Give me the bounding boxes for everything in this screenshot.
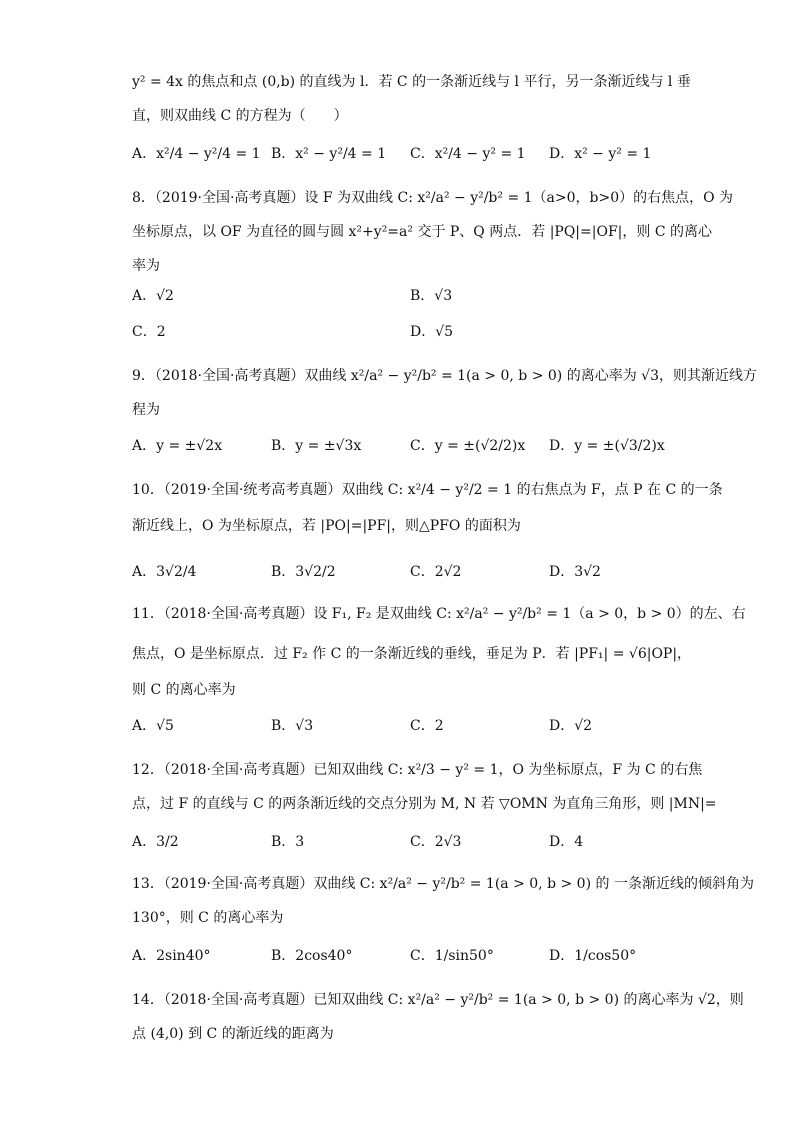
q11-option-c: C．2 (410, 718, 444, 734)
q7-option-b: B．x² − y²/4 = 1 (271, 146, 387, 162)
q12-option-c: C．2√3 (410, 834, 462, 850)
q11-option-b: B．√3 (271, 718, 314, 734)
q12-stem-line-2: 点，过 F 的直线与 C 的两条渐近线的交点分别为 M, N 若 ▽OMN 为直角三角形，则 |MN|= (132, 796, 717, 812)
q7-option-c: C．x²/4 − y² = 1 (410, 146, 526, 162)
q8-option-a: A．√2 (132, 288, 174, 304)
q11-option-d: D．√2 (549, 718, 593, 734)
q7-stem-line-2: 直，则双曲线 C 的方程为（ ） (132, 108, 348, 124)
q13-option-b: B．2cos40° (271, 948, 353, 964)
q11-stem-line-3: 则 C 的离心率为 (132, 682, 236, 698)
q11-option-a: A．√5 (132, 718, 174, 734)
q8-stem-line-2: 坐标原点，以 OF 为直径的圆与圆 x²+y²=a² 交于 P、Q 两点．若 |PQ|=|OF|，则 C 的离心 (132, 224, 712, 240)
q10-option-a: A．3√2/4 (132, 564, 197, 580)
q14-stem-line-1: 14．（2018·全国·高考真题）已知双曲线 C: x²/a² − y²/b² = 1(a > 0, b > 0) 的离心率为 √2，则 (132, 992, 744, 1008)
q11-stem-line-1: 11．（2018·全国·高考真题）设 F₁, F₂ 是双曲线 C: x²/a² − y²/b² = 1（a > 0，b > 0）的左、右 (132, 606, 746, 622)
q12-option-d: D．4 (549, 834, 584, 850)
q10-stem-line-2: 渐近线上，O 为坐标原点，若 |PO|=|PF|，则△PFO 的面积为 (132, 518, 521, 534)
q7-option-a: A．x²/4 − y²/4 = 1 (132, 146, 261, 162)
q12-option-a: A．3/2 (132, 834, 179, 850)
q14-stem-line-2: 点 (4,0) 到 C 的渐近线的距离为 (132, 1026, 334, 1042)
q10-option-d: D．3√2 (549, 564, 601, 580)
q9-stem-line-2: 程为 (132, 402, 160, 418)
q10-option-c: C．2√2 (410, 564, 462, 580)
q11-stem-line-2: 焦点，O 是坐标原点．过 F₂ 作 C 的一条渐近线的垂线，垂足为 P．若 |PF₁| = √6|OP|， (132, 646, 692, 662)
q13-option-d: D．1/cos50° (549, 948, 637, 964)
q8-option-c: C．2 (132, 324, 166, 340)
q13-stem-line-1: 13．（2019·全国·高考真题）双曲线 C: x²/a² − y²/b² = 1(a > 0, b > 0) 的 一条渐近线的倾斜角为 (132, 876, 754, 892)
q13-option-a: A．2sin40° (132, 948, 211, 964)
q8-stem-line-3: 率为 (132, 258, 160, 274)
q9-option-d: D．y = ±(√3/2)x (549, 438, 665, 454)
q9-option-c: C．y = ±(√2/2)x (410, 438, 526, 454)
q13-stem-line-2: 130°，则 C 的离心率为 (132, 910, 284, 926)
q8-option-b: B．√3 (410, 288, 453, 304)
q7-stem-line-1: y² = 4x 的焦点和点 (0,b) 的直线为 l．若 C 的一条渐近线与 l 平行，另一条渐近线与 l 垂 (132, 74, 691, 90)
q10-stem-line-1: 10．（2019·全国·统考高考真题）双曲线 C: x²/4 − y²/2 = 1 的右焦点为 F，点 P 在 C 的一条 (132, 482, 723, 498)
q13-option-c: C．1/sin50° (410, 948, 494, 964)
q9-option-b: B．y = ±√3x (271, 438, 362, 454)
q7-option-d: D．x² − y² = 1 (549, 146, 652, 162)
q12-option-b: B．3 (271, 834, 305, 850)
q9-stem-line-1: 9．（2018·全国·高考真题）双曲线 x²/a² − y²/b² = 1(a > 0, b > 0) 的离心率为 √3，则其渐近线方 (132, 368, 757, 384)
q12-stem-line-1: 12．（2018·全国·高考真题）已知双曲线 C: x²/3 − y² = 1，O 为坐标原点，F 为 C 的右焦 (132, 762, 703, 778)
q8-option-d: D．√5 (410, 324, 454, 340)
q9-option-a: A．y = ±√2x (132, 438, 223, 454)
q8-stem-line-1: 8．（2019·全国·高考真题）设 F 为双曲线 C: x²/a² − y²/b² = 1（a>0，b>0）的右焦点，O 为 (132, 190, 734, 206)
q10-option-b: B．3√2/2 (271, 564, 336, 580)
